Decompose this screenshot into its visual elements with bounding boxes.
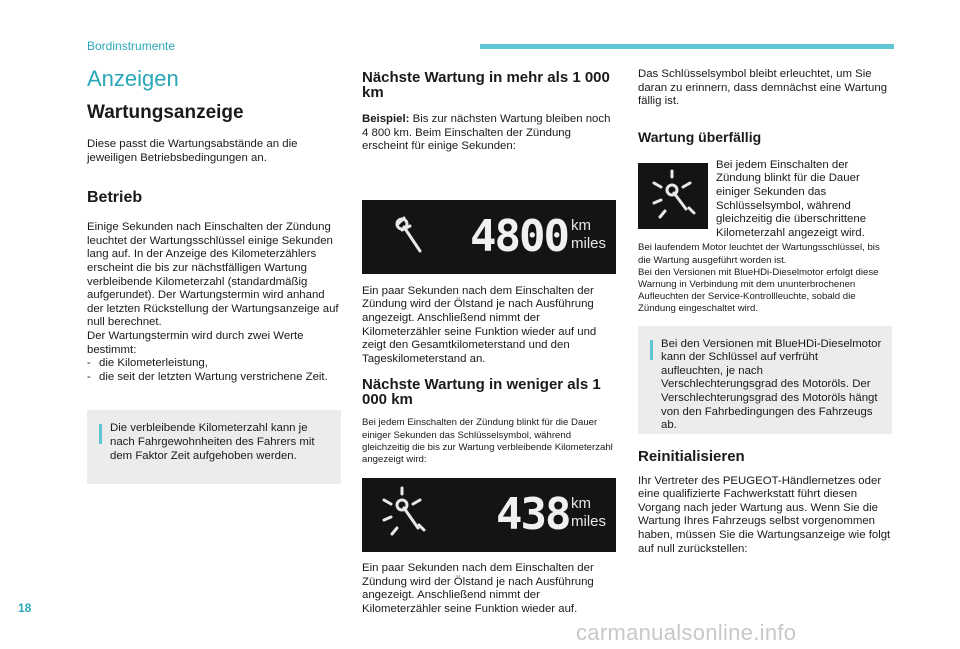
list-item: - die seit der letzten Wartung verstrichene Zeit. <box>87 371 341 385</box>
flashing-wrench-icon <box>638 163 708 229</box>
note-bluehdi: Bei den Versionen mit BlueHDi-Dieselmotor erfolgt diese Warnung in Verbindung mit dem ununterbrochenen Aufleuchten der Service-Kontrollleuchte, sobald die Zündung eingeschaltet wird. <box>638 266 879 315</box>
watermark: carmanualsonline.info <box>576 620 797 645</box>
unit-miles: miles <box>571 513 607 531</box>
overdue-text: Bei jedem Einschalten der Zündung blinkt für die Dauer einiger Sekunden das Schlüsselsymbol, während gleichzeitig die überschrittene Kilometerzahl angezeigt wird. <box>716 158 867 239</box>
odometer-display-438 <box>362 478 616 552</box>
page-number: 18 <box>18 601 32 615</box>
overdue-wrench-display <box>638 163 708 229</box>
note-engine-running: Bei laufendem Motor leuchtet der Wartungsschlüssel, bis die Wartung ausgeführt worden ist. <box>638 242 880 266</box>
list-item: - die Kilometerleistung, <box>87 357 341 371</box>
betrieb-list <box>87 357 341 384</box>
info-text: Die verbleibende Kilometerzahl kann je nach Fahrgewohnheiten des Fahrers mit dem Faktor Zeit aufgehoben werden. <box>110 422 315 462</box>
odometer-value: 4800 <box>470 210 568 262</box>
example-text <box>362 113 616 154</box>
info-box-bluehdi <box>638 326 892 434</box>
info-marker-icon <box>99 424 102 444</box>
info-text: Bei den Versionen mit BlueHDi-Dieselmotor kann der Schlüssel auf verfrüht aufleuchten, je nach Verschlechterungsgrad des Motoröls. Der Verschlechterungsgrad des Motoröls hängt von den Fahrbedingungen des Fahrzeugs ab. <box>661 337 882 432</box>
unit-miles: miles <box>571 234 607 252</box>
subtitle-wartungsanzeige: Wartungsanzeige <box>87 102 244 123</box>
example-body: Bis zur nächsten Wartung bleiben noch 4 800 km. Beim Einschalten der Zündung erscheint für einige Sekunden: <box>362 113 611 153</box>
desc-less-than-1000: Bei jedem Einschalten der Zündung blinkt für die Dauer einiger Sekunden das Schlüsselsymbol, während gleichzeitig die bis zur Wartung verbleibende Kilometerzahl angezeigt wird: <box>362 417 613 465</box>
overdue-block <box>638 159 892 241</box>
heading-overdue: Wartung überfällig <box>638 128 762 145</box>
odometer-display-4800 <box>362 200 616 274</box>
info-marker-icon <box>650 340 653 360</box>
column-2 <box>362 62 616 617</box>
info-box-time <box>87 410 341 484</box>
example-label: Beispiel: <box>362 113 410 125</box>
betrieb-paragraph-2: Der Wartungstermin wird durch zwei Werte bestimmt: <box>87 329 304 356</box>
column-3 <box>638 62 892 556</box>
after-display-2: Ein paar Sekunden nach dem Einschalten der Zündung wird der Ölstand je nach Ausführung angezeigt. Anschließend nimmt der Kilometerzähler seine Funktion wieder auf. <box>362 562 594 615</box>
section-header: Bordinstrumente <box>87 39 176 53</box>
odometer-value: 438 <box>496 489 570 541</box>
after-display-1: Ein paar Sekunden nach dem Einschalten der Zündung wird der Ölstand je nach Ausführung angezeigt. Anschließend nimmt der Kilometerzähler seine Funktion wieder auf und zeigt den Gesamtkilometerstand und den Tageskilometerstand an. <box>362 284 597 365</box>
heading-reset: Reinitialisieren <box>638 447 745 465</box>
heading-betrieb: Betrieb <box>87 189 143 207</box>
page-title: Anzeigen <box>87 66 179 91</box>
unit-km: km <box>571 216 591 234</box>
betrieb-paragraph-1: Einige Sekunden nach Einschalten der Zündung leuchtet der Wartungsschlüssel einige Sekunden lang auf. In der Anzeige des Kilometerzählers erscheint die bis zur nächstfälligen Wartung verbleibende Kilometerzahl (standardmäßig aufgerundet). Der Wartungstermin wird anhand der letzten Rückstellung der Wartungsanzeige auf null berechnet. <box>87 221 339 329</box>
unit-km: km <box>571 495 591 513</box>
section-header-bar <box>480 44 894 49</box>
heading-more-than-1000: Nächste Wartung in mehr als 1 000 km <box>362 69 610 101</box>
heading-less-than-1000: Nächste Wartung in weniger als 1 000 km <box>362 376 601 409</box>
reset-text: Ihr Vertreter des PEUGEOT-Händlernetzes oder eine qualifizierte Fachwerkstatt führt diesen Vorgang nach jeder Wartung aus. Wenn Sie die Wartung Ihres Fahrzeugs selbst vorgenommen haben, müssen Sie die Wartungsanzeige wie folgt auf null zurückstellen: <box>638 474 891 555</box>
key-remains-lit-text: Das Schlüsselsymbol bleibt erleuchtet, um Sie daran zu erinnern, dass demnächst eine Wartung fällig ist. <box>638 68 888 108</box>
column-1 <box>87 62 341 484</box>
intro-text: Diese passt die Wartungsabstände an die jeweiligen Betriebsbedingungen an. <box>87 138 298 164</box>
